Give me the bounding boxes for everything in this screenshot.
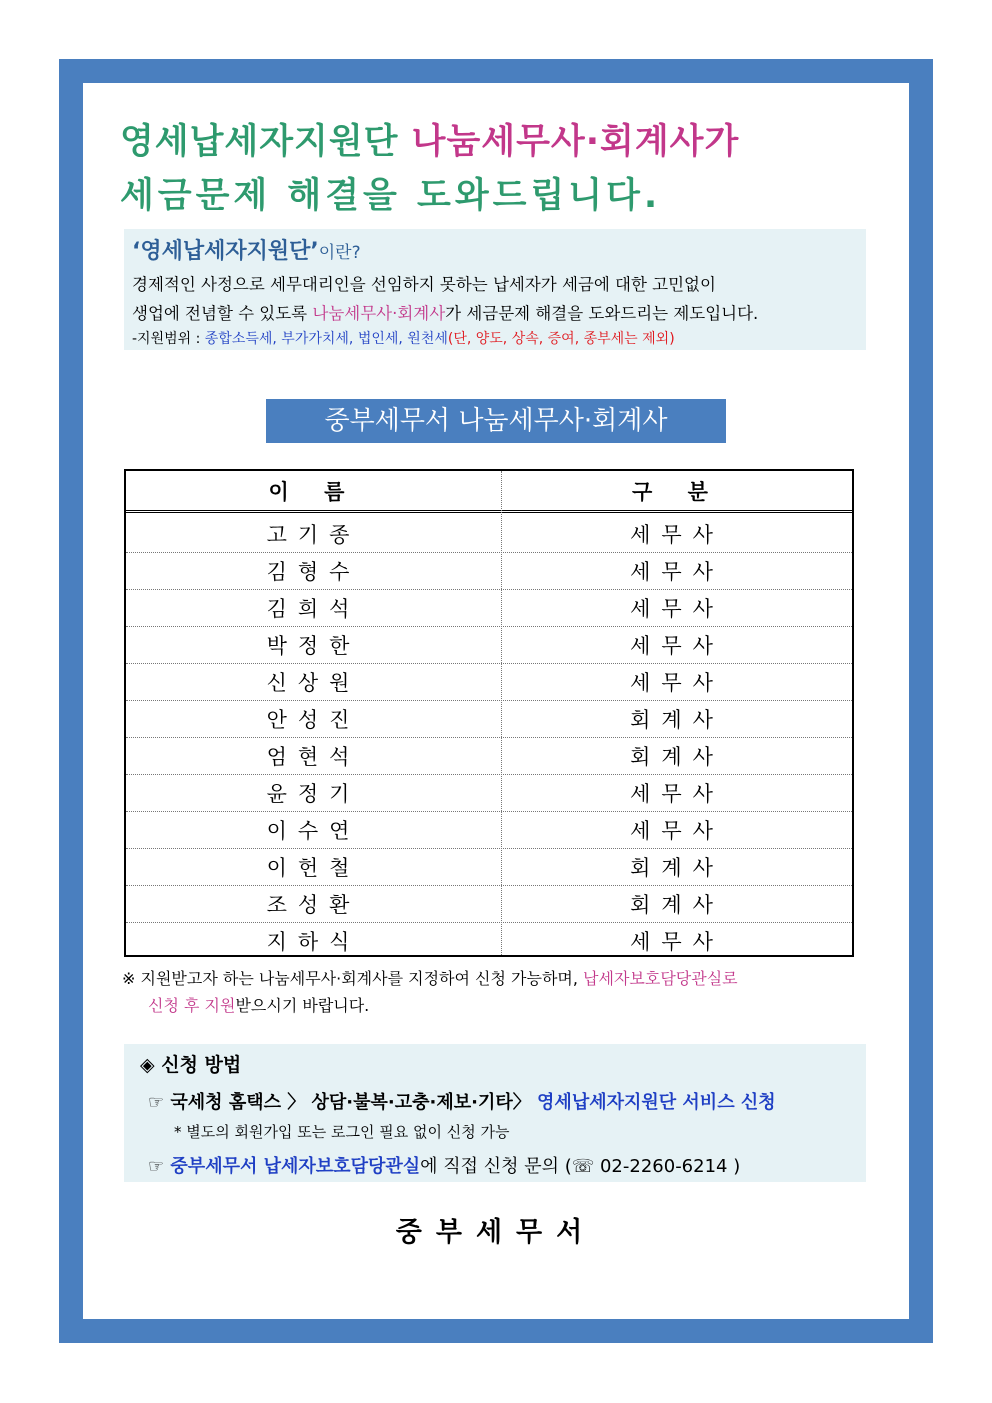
application-office (148, 1152, 740, 1178)
advisor-name: 김형수 (266, 560, 361, 584)
note-line-2-b: 받으시기 바랍니다. (235, 996, 370, 1015)
support-scope-taxes: 종합소득세, 부가가치세, 법인세, 원천세 (204, 331, 448, 347)
advisor-type: 세무사 (630, 819, 724, 843)
advisor-name: 이수연 (266, 819, 361, 843)
note-line-1 (122, 966, 738, 989)
intro-box (124, 229, 866, 350)
support-scope-exclusion: (단, 양도, 상속, 증여, 종부세는 제외) (447, 331, 675, 347)
advisor-name: 안성진 (266, 708, 361, 732)
advisor-name: 윤정기 (266, 782, 361, 806)
note-line-1-b: 납세자보호담당관실로 (583, 969, 738, 988)
table-row (126, 552, 852, 590)
headline-advisors: 나눔세무사·회계사가 (411, 122, 740, 162)
advisor-type: 세무사 (630, 523, 724, 547)
note-line-2-a: 신청 후 지원 (148, 996, 236, 1015)
table-row (126, 774, 852, 812)
intro-title (132, 234, 361, 265)
advisor-name: 박정한 (266, 634, 361, 658)
support-scope (132, 328, 675, 348)
advisor-type: 회계사 (630, 745, 724, 769)
advisor-type: 세무사 (630, 782, 724, 806)
table-row (126, 663, 852, 701)
application-box (124, 1044, 866, 1182)
hometax-service-link[interactable]: 영세납세자지원단 서비스 신청 (537, 1092, 776, 1113)
office-contact: 에 직접 신청 문의 (☏ 02-2260-6214 ) (420, 1156, 741, 1177)
intro-title-suffix: 이란? (318, 243, 361, 263)
advisor-table (124, 469, 854, 957)
advisor-name: 신상원 (266, 671, 361, 695)
advisor-type: 회계사 (630, 708, 724, 732)
advisor-name: 엄현석 (266, 745, 361, 769)
table-row (126, 589, 852, 627)
pointer-icon: ☞ (148, 1156, 165, 1177)
advisor-name: 이헌철 (266, 856, 361, 880)
intro-line-2-a: 생업에 전념할 수 있도록 (132, 304, 308, 323)
application-note: * 별도의 회원가입 또는 로그인 필요 없이 신청 가능 (174, 1123, 510, 1141)
table-row (126, 848, 852, 886)
table-row (126, 700, 852, 738)
application-hometax (148, 1088, 776, 1114)
table-row (126, 515, 852, 553)
header-name: 이 름 (268, 480, 359, 504)
office-department: 중부세무서 납세자보호담당관실 (170, 1156, 421, 1177)
table-row (126, 626, 852, 664)
table-row (126, 922, 852, 959)
advisor-type: 세무사 (630, 930, 724, 954)
intro-line-2-c: 가 세금문제 해결을 도와드리는 제도입니다. (445, 304, 759, 323)
note-line-2 (148, 993, 369, 1016)
hometax-path: ☞ 국세청 홈택스 〉 상담·불복·고충·제보·기타〉 (148, 1092, 531, 1113)
advisor-type: 세무사 (630, 560, 724, 584)
header-type: 구 분 (632, 480, 722, 504)
support-scope-label: -지원범위 : (132, 331, 201, 347)
intro-title-main: ‘영세납세자지원단’ (132, 239, 319, 264)
application-title: ◈ 신청 방법 (140, 1054, 242, 1076)
advisor-type: 회계사 (630, 893, 724, 917)
office-name-footer: 중부세무서 (395, 1217, 597, 1248)
table-row (126, 737, 852, 775)
intro-line-2-b: 나눔세무사·회계사 (312, 304, 446, 323)
advisor-name: 고기종 (266, 523, 361, 547)
advisor-type: 회계사 (630, 856, 724, 880)
advisor-type: 세무사 (630, 634, 724, 658)
table-row (126, 811, 852, 849)
headline-org: 영세납세자지원단 (120, 122, 399, 162)
table-row (126, 885, 852, 923)
headline-line-1 (120, 114, 739, 164)
advisor-type: 세무사 (630, 671, 724, 695)
advisor-name: 조성환 (266, 893, 361, 917)
intro-line-2 (132, 300, 758, 324)
section-banner: 중부세무서 나눔세무사·회계사 (266, 399, 726, 443)
note-line-1-a: ※ 지원받고자 하는 나눔세무사·회계사를 지정하여 신청 가능하며, (122, 969, 578, 988)
table-header (126, 471, 852, 513)
advisor-type: 세무사 (630, 597, 724, 621)
advisor-name: 지하식 (266, 930, 361, 954)
intro-line-1: 경제적인 사정으로 세무대리인을 선임하지 못하는 납세자가 세금에 대한 고민없이 (132, 275, 716, 294)
headline-line-2: 세금문제 해결을 도와드립니다. (120, 176, 662, 216)
advisor-name: 김희석 (266, 597, 361, 621)
